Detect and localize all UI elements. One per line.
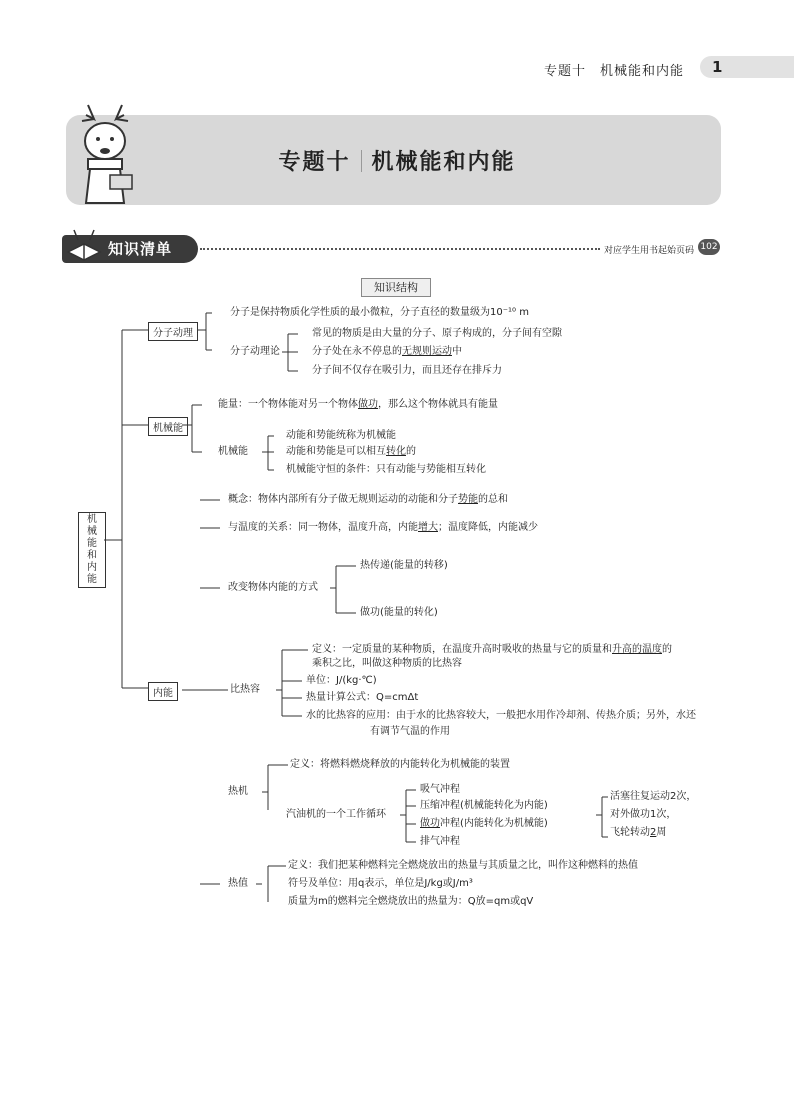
node-fuel: 热值 xyxy=(228,878,248,889)
diagram-title: 知识结构 xyxy=(361,278,431,297)
node-engine: 热机 xyxy=(228,786,248,797)
node-mol-2c: 分子间不仅存在吸引力，而且还存在排斥力 xyxy=(312,365,502,376)
node-fuel-unit: 符号及单位：用q表示，单位是J/kg或J/m³ xyxy=(288,878,473,889)
node-engine-def: 定义：将燃料燃烧释放的内能转化为机械能的装置 xyxy=(290,759,510,770)
node-inner-1: 概念：物体内部所有分子做无规则运动的动能和分子势能的总和 xyxy=(228,494,508,505)
node-shc-unit: 单位：J/(kg·℃) xyxy=(306,675,377,686)
root-node: 机械能和内能 xyxy=(78,512,106,588)
page-number: 1 xyxy=(712,58,723,76)
node-shc: 比热容 xyxy=(230,684,260,695)
node-mech-2b: 动能和势能是可以相互转化的 xyxy=(286,446,416,457)
node-heat: 内能 xyxy=(148,682,178,701)
node-inner-3b: 做功(能量的转化) xyxy=(360,607,438,618)
node-shc-formula: 热量计算公式：Q=cmΔt xyxy=(306,692,419,703)
title-part1: 专题十 xyxy=(278,150,351,175)
node-shc-water: 水的比热容的应用：由于水的比热容较大，一般把水用作冷却剂、传热介质；另外，水还 xyxy=(306,710,696,721)
node-shc-water-cont: 有调节气温的作用 xyxy=(370,726,450,737)
node-cycle-2: 对外做功1次， xyxy=(610,809,677,820)
node-cycle-3: 飞轮转动2周 xyxy=(610,827,667,838)
node-fuel-def: 定义：我们把某种燃料完全燃烧放出的热量与其质量之比，叫作这种燃料的热值 xyxy=(288,860,638,871)
node-mol-2b: 分子处在永不停息的无规则运动中 xyxy=(312,346,462,357)
page-reference-badge: 102 xyxy=(698,239,720,255)
node-fuel-formula: 质量为m的燃料完全燃烧放出的热量为：Q放=qm或qV xyxy=(288,896,534,907)
node-shc-def-cont: 乘积之比，叫做这种物质的比热容 xyxy=(312,658,462,669)
node-mol-2a: 常见的物质是由大量的分子、原子构成的，分子间有空隙 xyxy=(312,328,562,339)
node-mech-2a: 动能和势能统称为机械能 xyxy=(286,430,396,441)
node-stroke-3: 做功冲程(内能转化为机械能) xyxy=(420,818,548,829)
node-inner-3a: 热传递(能量的转移) xyxy=(360,560,448,571)
node-mech-2c: 机械能守恒的条件：只有动能与势能相互转化 xyxy=(286,464,486,475)
node-mech: 机械能 xyxy=(148,417,188,436)
node-shc-def: 定义：一定质量的某种物质，在温度升高时吸收的热量与它的质量和升高的温度的 xyxy=(312,644,672,655)
node-mech-1: 能量：一个物体能对另一个物体做功，那么这个物体就具有能量 xyxy=(218,399,498,410)
node-mol-2: 分子动理论 xyxy=(230,346,280,357)
node-stroke-1: 吸气冲程 xyxy=(420,784,460,795)
node-stroke-2: 压缩冲程(机械能转化为内能) xyxy=(420,800,548,811)
title-part2: 机械能和内能 xyxy=(371,150,516,175)
node-mech-2: 机械能 xyxy=(218,446,248,457)
section-label: 知识清单 xyxy=(108,240,173,258)
running-header: 专题十 机械能和内能 xyxy=(543,64,684,79)
node-cycle-1: 活塞往复运动2次， xyxy=(610,791,697,802)
node-inner-3: 改变物体内能的方式 xyxy=(228,582,318,593)
node-stroke-4: 排气冲程 xyxy=(420,836,460,847)
node-mol-1: 分子是保持物质化学性质的最小微粒，分子直径的数量级为10⁻¹⁰ m xyxy=(230,307,529,318)
page-reference-text: 对应学生用书起始页码 xyxy=(604,246,695,256)
node-engine-cycle: 汽油机的一个工作循环 xyxy=(286,809,386,820)
node-inner-2: 与温度的关系：同一物体，温度升高，内能增大；温度降低，内能减少 xyxy=(228,522,538,533)
node-molecule: 分子动理 xyxy=(148,322,198,341)
